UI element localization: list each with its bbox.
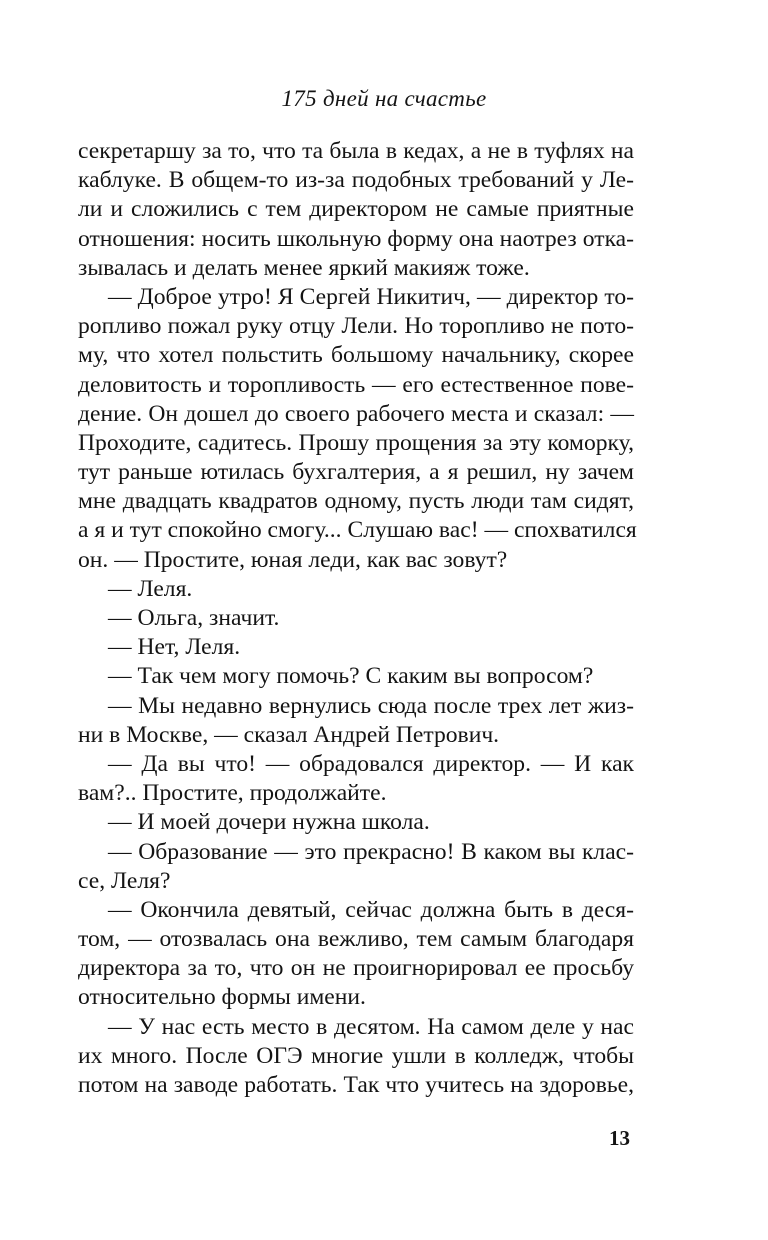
text-line: дение. Он дошел до своего рабочего места и сказал: — bbox=[78, 400, 634, 427]
text-line: каблуке. В общем-то из-за подобных требований у Ле- bbox=[78, 167, 634, 194]
text-line: — Мы недавно вернулись сюда после трех лет жиз- bbox=[108, 692, 634, 719]
text-line: му, что хотел польстить большому начальнику, скорее bbox=[78, 342, 634, 369]
text-line: том, — отозвалась она вежливо, тем самым благодаря bbox=[78, 926, 634, 953]
page-number: 13 bbox=[609, 1126, 630, 1150]
text-line: а я и тут спокойно смогу... Слушаю вас! — спохватился bbox=[78, 517, 637, 544]
text-line: — Образование — это прекрасно! В каком вы клас- bbox=[108, 838, 634, 865]
text-line: зывалась и делать менее яркий макияж тоже. bbox=[78, 254, 530, 281]
text-line: мне двадцать квадратов одному, пусть люди там сидят, bbox=[78, 488, 634, 515]
text-line: — И моей дочери нужна школа. bbox=[108, 809, 430, 836]
running-title: 175 дней на счастье bbox=[281, 86, 487, 111]
text-line: се, Леля? bbox=[78, 867, 171, 894]
text-line: директора за то, что он не проигнорировал ее просьбу bbox=[78, 955, 634, 982]
text-line: — Нет, Леля. bbox=[108, 634, 241, 661]
text-line: он. — Простите, юная леди, как вас зовут? bbox=[78, 546, 508, 573]
text-line: — Окончила девятый, сейчас должна быть в деся- bbox=[108, 896, 634, 923]
text-line: относительно формы имени. bbox=[78, 984, 366, 1011]
text-line: — Так чем могу помочь? С каким вы вопросом? bbox=[108, 663, 594, 690]
text-line: — Ольга, значит. bbox=[108, 605, 280, 631]
text-line: — Да вы что! — обрадовался директор. — И как bbox=[108, 750, 634, 777]
text-line: их много. После ОГЭ многие ушли в колледж, чтобы bbox=[78, 1042, 634, 1069]
text-line: отношения: носить школьную форму она наотрез отка- bbox=[78, 225, 634, 252]
text-line: потом на заводе работать. Так что учитесь на здоровье, bbox=[78, 1072, 634, 1098]
text-line: ли и сложились с тем директором не самые приятные bbox=[78, 196, 634, 223]
text-line: Проходите, садитесь. Прошу прощения за эту коморку, bbox=[78, 429, 634, 456]
text-line: — Доброе утро! Я Сергей Никитич, — директор то- bbox=[108, 283, 634, 310]
text-line: ни в Москве, — сказал Андрей Петрович. bbox=[78, 721, 500, 748]
text-line: вам?.. Простите, продолжайте. bbox=[78, 780, 387, 807]
text-line: деловитость и торопливость — его естественное пове- bbox=[78, 371, 634, 398]
text-line: секретаршу за то, что та была в кедах, а не в туфлях на bbox=[78, 138, 634, 164]
body-text bbox=[78, 137, 637, 1100]
text-line: — У нас есть место в десятом. На самом деле у нас bbox=[108, 1013, 634, 1040]
text-line: ропливо пожал руку отцу Лели. Но торопливо не пото- bbox=[78, 313, 634, 340]
text-line: тут раньше ютилась бухгалтерия, а я решил, ну зачем bbox=[78, 459, 634, 486]
text-line: — Леля. bbox=[108, 575, 193, 602]
